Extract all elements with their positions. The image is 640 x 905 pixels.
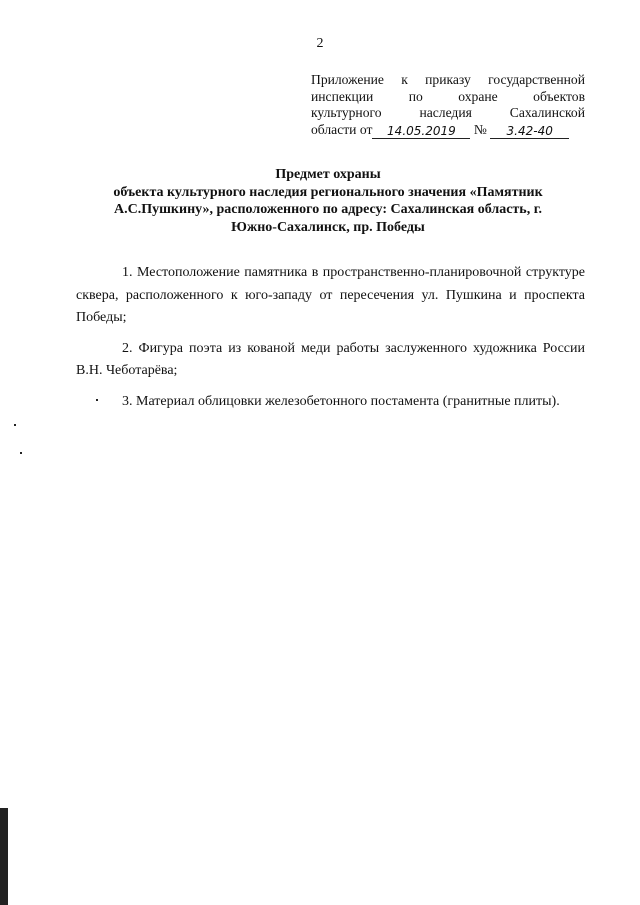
title-line-1: Предмет охраны [275, 167, 381, 182]
annex-line-4 [311, 122, 585, 139]
scan-speck [20, 452, 22, 454]
title-line-2: объекта культурного наследия регионального значения «Памятник [113, 184, 543, 200]
annex-number-label: № [473, 121, 487, 137]
handwritten-date: 14.05.2019 [372, 125, 470, 139]
annex-date-prefix: области от [311, 121, 373, 137]
handwritten-order-number: 3.42-40 [490, 125, 569, 139]
title-line-3: А.С.Пушкину», расположенного по адресу: Сахалинская область, г. [114, 202, 542, 217]
annex-header [311, 72, 585, 138]
page-number: 2 [316, 36, 324, 51]
annex-line-3: культурного наследия Сахалинской [311, 105, 585, 120]
annex-line-1: Приложение к приказу государственной [311, 72, 585, 87]
list-item: 3. Материал облицовки железобетонного постамента (гранитные плиты). [122, 393, 560, 409]
protection-items-list [76, 262, 585, 421]
scan-speck [96, 399, 98, 401]
annex-line-2: инспекции по охране объектов [311, 88, 585, 104]
scan-edge-mark [0, 808, 8, 905]
title-line-4: Южно-Сахалинск, пр. Победы [231, 219, 425, 235]
scan-speck [14, 424, 16, 426]
list-item: 2. Фигура поэта из кованой меди работы заслуженного художника России В.Н. Чеботарёва; [76, 340, 585, 378]
list-item: 1. Местоположение памятника в пространственно-планировочной структуре сквера, расположенного к юго-западу от пересечения ул. Пушкина и проспекта Победы; [76, 265, 585, 325]
document-title [78, 166, 578, 236]
